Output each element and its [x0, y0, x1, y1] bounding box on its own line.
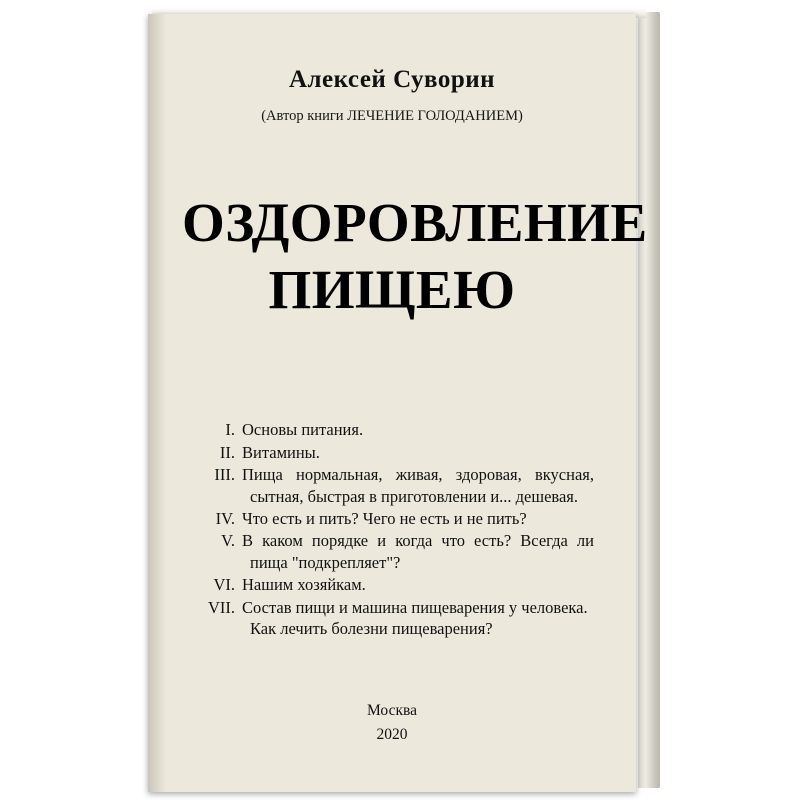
- title-line-2: ПИЩЕЮ: [268, 259, 516, 321]
- item-line-1: Нашим хозяйкам.: [242, 575, 366, 595]
- item-line-2: сытная, быстрая в приготовлении и... дешевая.: [250, 486, 579, 506]
- imprint: [148, 702, 636, 744]
- item-numeral: II.: [219, 442, 235, 462]
- item-line-1: Что есть и пить? Чего не есть и не пить?: [242, 508, 527, 528]
- item-line-1: Состав пищи и машина пищеварения у человека.: [242, 597, 588, 617]
- item-text: [242, 574, 594, 595]
- list-item: [208, 442, 594, 463]
- item-text: [242, 508, 594, 529]
- publication-city: Москва: [367, 702, 417, 719]
- item-numeral: IV.: [215, 508, 235, 528]
- cover-content: [148, 14, 648, 792]
- page-block-edge: [638, 12, 660, 788]
- item-numeral: III.: [214, 465, 235, 485]
- item-line-1: Пища нормальная, живая, здоровая, вкусная,: [242, 465, 594, 485]
- item-numeral: VII.: [208, 597, 236, 617]
- book-title: [182, 189, 648, 323]
- item-text: [242, 419, 594, 440]
- list-item: [208, 530, 594, 573]
- item-line-1: Витамины.: [242, 442, 320, 462]
- author-note: (Автор книги ЛЕЧЕНИЕ ГОЛОДАНИЕМ): [261, 108, 523, 124]
- list-item: [208, 464, 594, 507]
- item-numeral: VI.: [213, 575, 235, 595]
- item-line-2: пища "подкрепляет"?: [250, 552, 401, 572]
- item-text: [242, 530, 594, 573]
- list-item: [208, 597, 594, 640]
- item-text: [242, 464, 594, 507]
- item-line-2: Как лечить болезни пищеварения?: [250, 619, 493, 639]
- item-numeral: V.: [221, 531, 235, 551]
- list-item: [208, 574, 594, 595]
- contents-list: [182, 419, 602, 639]
- author-name: Алексей Суворин: [288, 66, 496, 93]
- item-line-1: Основы питания.: [242, 420, 364, 440]
- title-line-1: ОЗДОРОВЛЕНИЕ: [182, 192, 648, 253]
- item-text: [242, 597, 594, 640]
- list-item: [208, 419, 594, 440]
- item-text: [242, 442, 594, 463]
- item-numeral: I.: [225, 420, 235, 440]
- publication-year: 2020: [376, 726, 408, 743]
- item-line-1: В каком порядке и когда что есть? Всегда ли: [242, 531, 594, 551]
- book-object: [140, 8, 660, 792]
- front-cover: [148, 14, 648, 792]
- list-item: [208, 508, 594, 529]
